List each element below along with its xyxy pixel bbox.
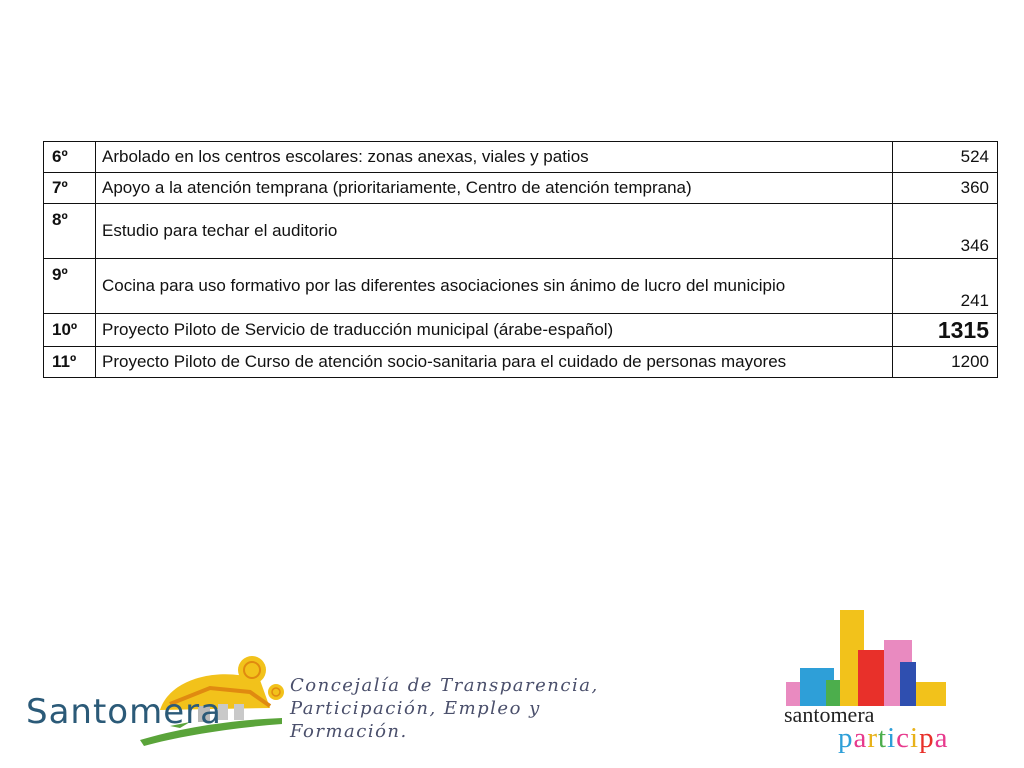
votes-cell: 1315 <box>893 314 998 347</box>
votes-cell: 524 <box>893 142 998 173</box>
ranking-table <box>43 141 998 378</box>
votes-cell: 241 <box>893 259 998 314</box>
department-line-1: Concejalía de Transparencia, <box>290 675 599 696</box>
rank-cell: 11º <box>44 347 96 378</box>
participa-letter: i <box>887 722 897 754</box>
brand-name: santomera <box>784 702 875 727</box>
participa-letter: t <box>878 722 888 754</box>
description-cell: Proyecto Piloto de Servicio de traducción municipal (árabe-español) <box>96 314 893 347</box>
votes-cell: 1200 <box>893 347 998 378</box>
rank-cell: 10º <box>44 314 96 347</box>
santomera-wordmark: Santomera <box>26 692 222 732</box>
participa-letter: i <box>910 722 920 754</box>
description-cell: Proyecto Piloto de Curso de atención socio-sanitaria para el cuidado de personas mayores <box>96 347 893 378</box>
department-line-2: Participación, Empleo y Formación. <box>290 698 541 742</box>
table-row <box>44 347 998 378</box>
votes-cell: 346 <box>893 204 998 259</box>
participa-letter: p <box>838 722 854 754</box>
table-row <box>44 173 998 204</box>
description-cell: Estudio para techar el auditorio <box>96 204 893 259</box>
table-row <box>44 259 998 314</box>
santomera-logo <box>20 648 620 748</box>
description-cell: Arbolado en los centros escolares: zonas anexas, viales y patios <box>96 142 893 173</box>
votes-cell: 360 <box>893 173 998 204</box>
table-row <box>44 204 998 259</box>
participa-letter: r <box>867 722 879 754</box>
participa-letter: p <box>919 722 935 754</box>
rank-cell: 7º <box>44 173 96 204</box>
santomera-participa-logo <box>780 606 950 756</box>
participa-letter: a <box>853 722 868 754</box>
participa-wordmark <box>838 722 948 755</box>
rank-cell: 6º <box>44 142 96 173</box>
table-row <box>44 142 998 173</box>
table-row <box>44 314 998 347</box>
bar-graphic-icon <box>780 606 950 706</box>
rank-cell: 9º <box>44 259 96 314</box>
participa-letter: c <box>896 722 911 754</box>
description-cell: Apoyo a la atención temprana (prioritariamente, Centro de atención temprana) <box>96 173 893 204</box>
participa-letter: a <box>934 722 949 754</box>
department-name <box>290 674 620 743</box>
rank-cell: 8º <box>44 204 96 259</box>
description-cell: Cocina para uso formativo por las diferentes asociaciones sin ánimo de lucro del municipio <box>96 259 893 314</box>
